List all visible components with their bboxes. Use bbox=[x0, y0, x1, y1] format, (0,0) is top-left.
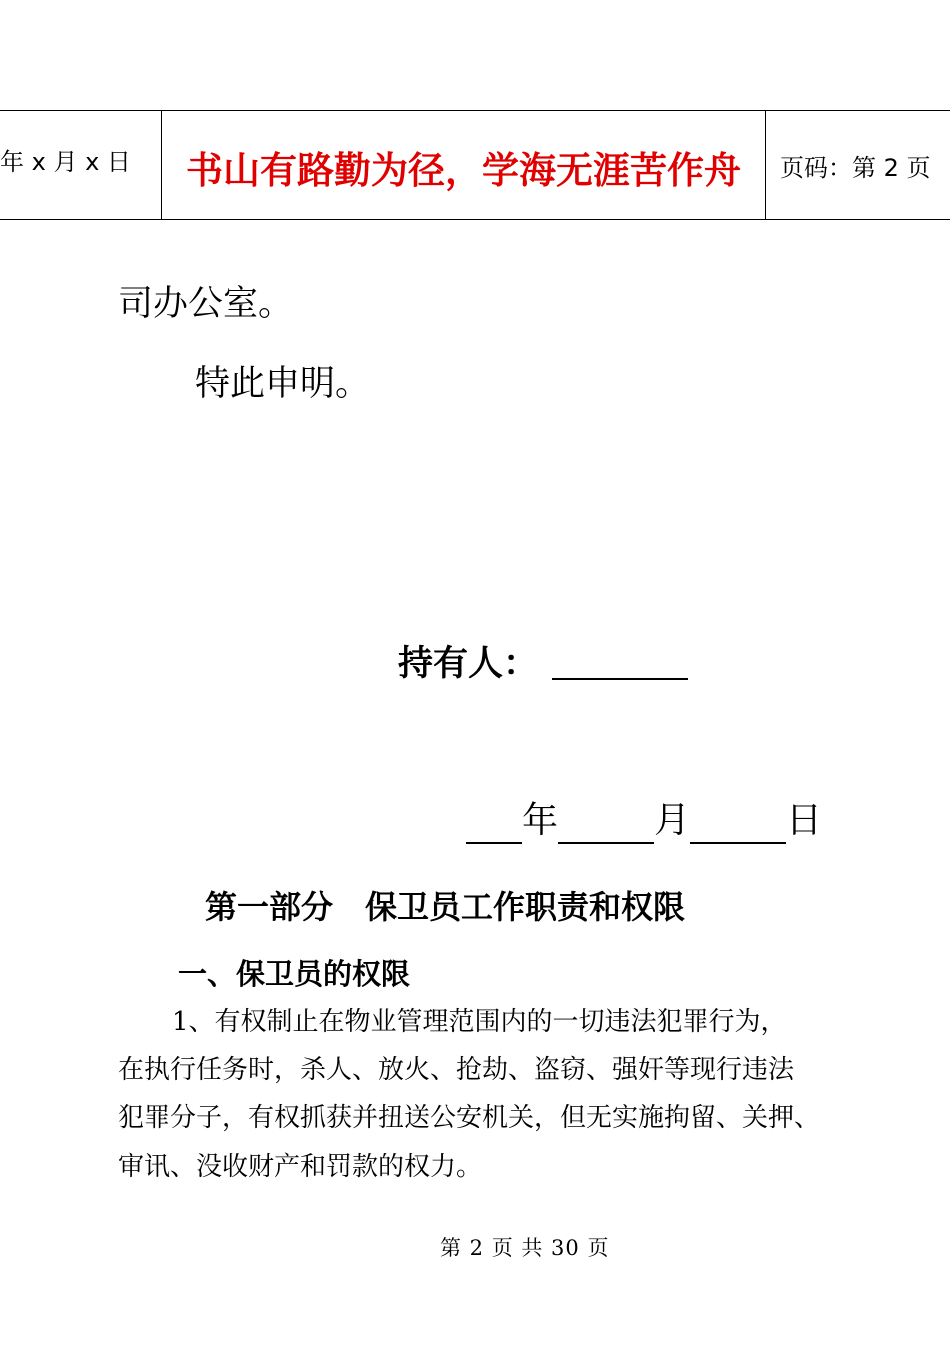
paragraph-line-2: 在执行任务时，杀人、放火、抢劫、盗窃、强奸等现行违法 bbox=[118, 1055, 795, 1085]
month-unit: 月 bbox=[654, 800, 691, 841]
section-title: 一、保卫员的权限 bbox=[178, 957, 411, 991]
holder-label: 持有人： bbox=[398, 644, 539, 684]
page-footer: 第 2 页 共 30 页 bbox=[440, 1236, 610, 1260]
header-date bbox=[0, 111, 162, 219]
page-header bbox=[0, 110, 950, 220]
header-motto bbox=[162, 111, 766, 219]
year-blank bbox=[466, 802, 522, 844]
header-date-text: 年 x 月 x 日 bbox=[0, 147, 131, 176]
holder-signature-blank bbox=[552, 678, 688, 680]
paragraph-line-1: 1、有权制止在物业管理范围内的一切违法犯罪行为， bbox=[172, 1007, 787, 1037]
paragraph-line-4: 审讯、没收财产和罚款的权力。 bbox=[118, 1152, 483, 1182]
header-motto-text: 书山有路勤为径，学海无涯苦作舟 bbox=[186, 148, 741, 192]
paragraph-line-3: 犯罪分子，有权抓获并扭送公安机关，但无实施拘留、关押、 bbox=[118, 1103, 821, 1133]
signature-date bbox=[466, 798, 822, 844]
month-blank bbox=[558, 802, 654, 844]
header-page-label: 页码：第 2 页 bbox=[780, 153, 931, 182]
body-line-2: 特此申明。 bbox=[195, 364, 371, 404]
header-page-number bbox=[766, 111, 950, 219]
body-line-1: 司办公室。 bbox=[118, 284, 294, 324]
part-title: 第一部分 保卫员工作职责和权限 bbox=[205, 888, 686, 926]
year-unit: 年 bbox=[522, 800, 559, 841]
day-unit: 日 bbox=[786, 800, 823, 841]
day-blank bbox=[690, 802, 786, 844]
